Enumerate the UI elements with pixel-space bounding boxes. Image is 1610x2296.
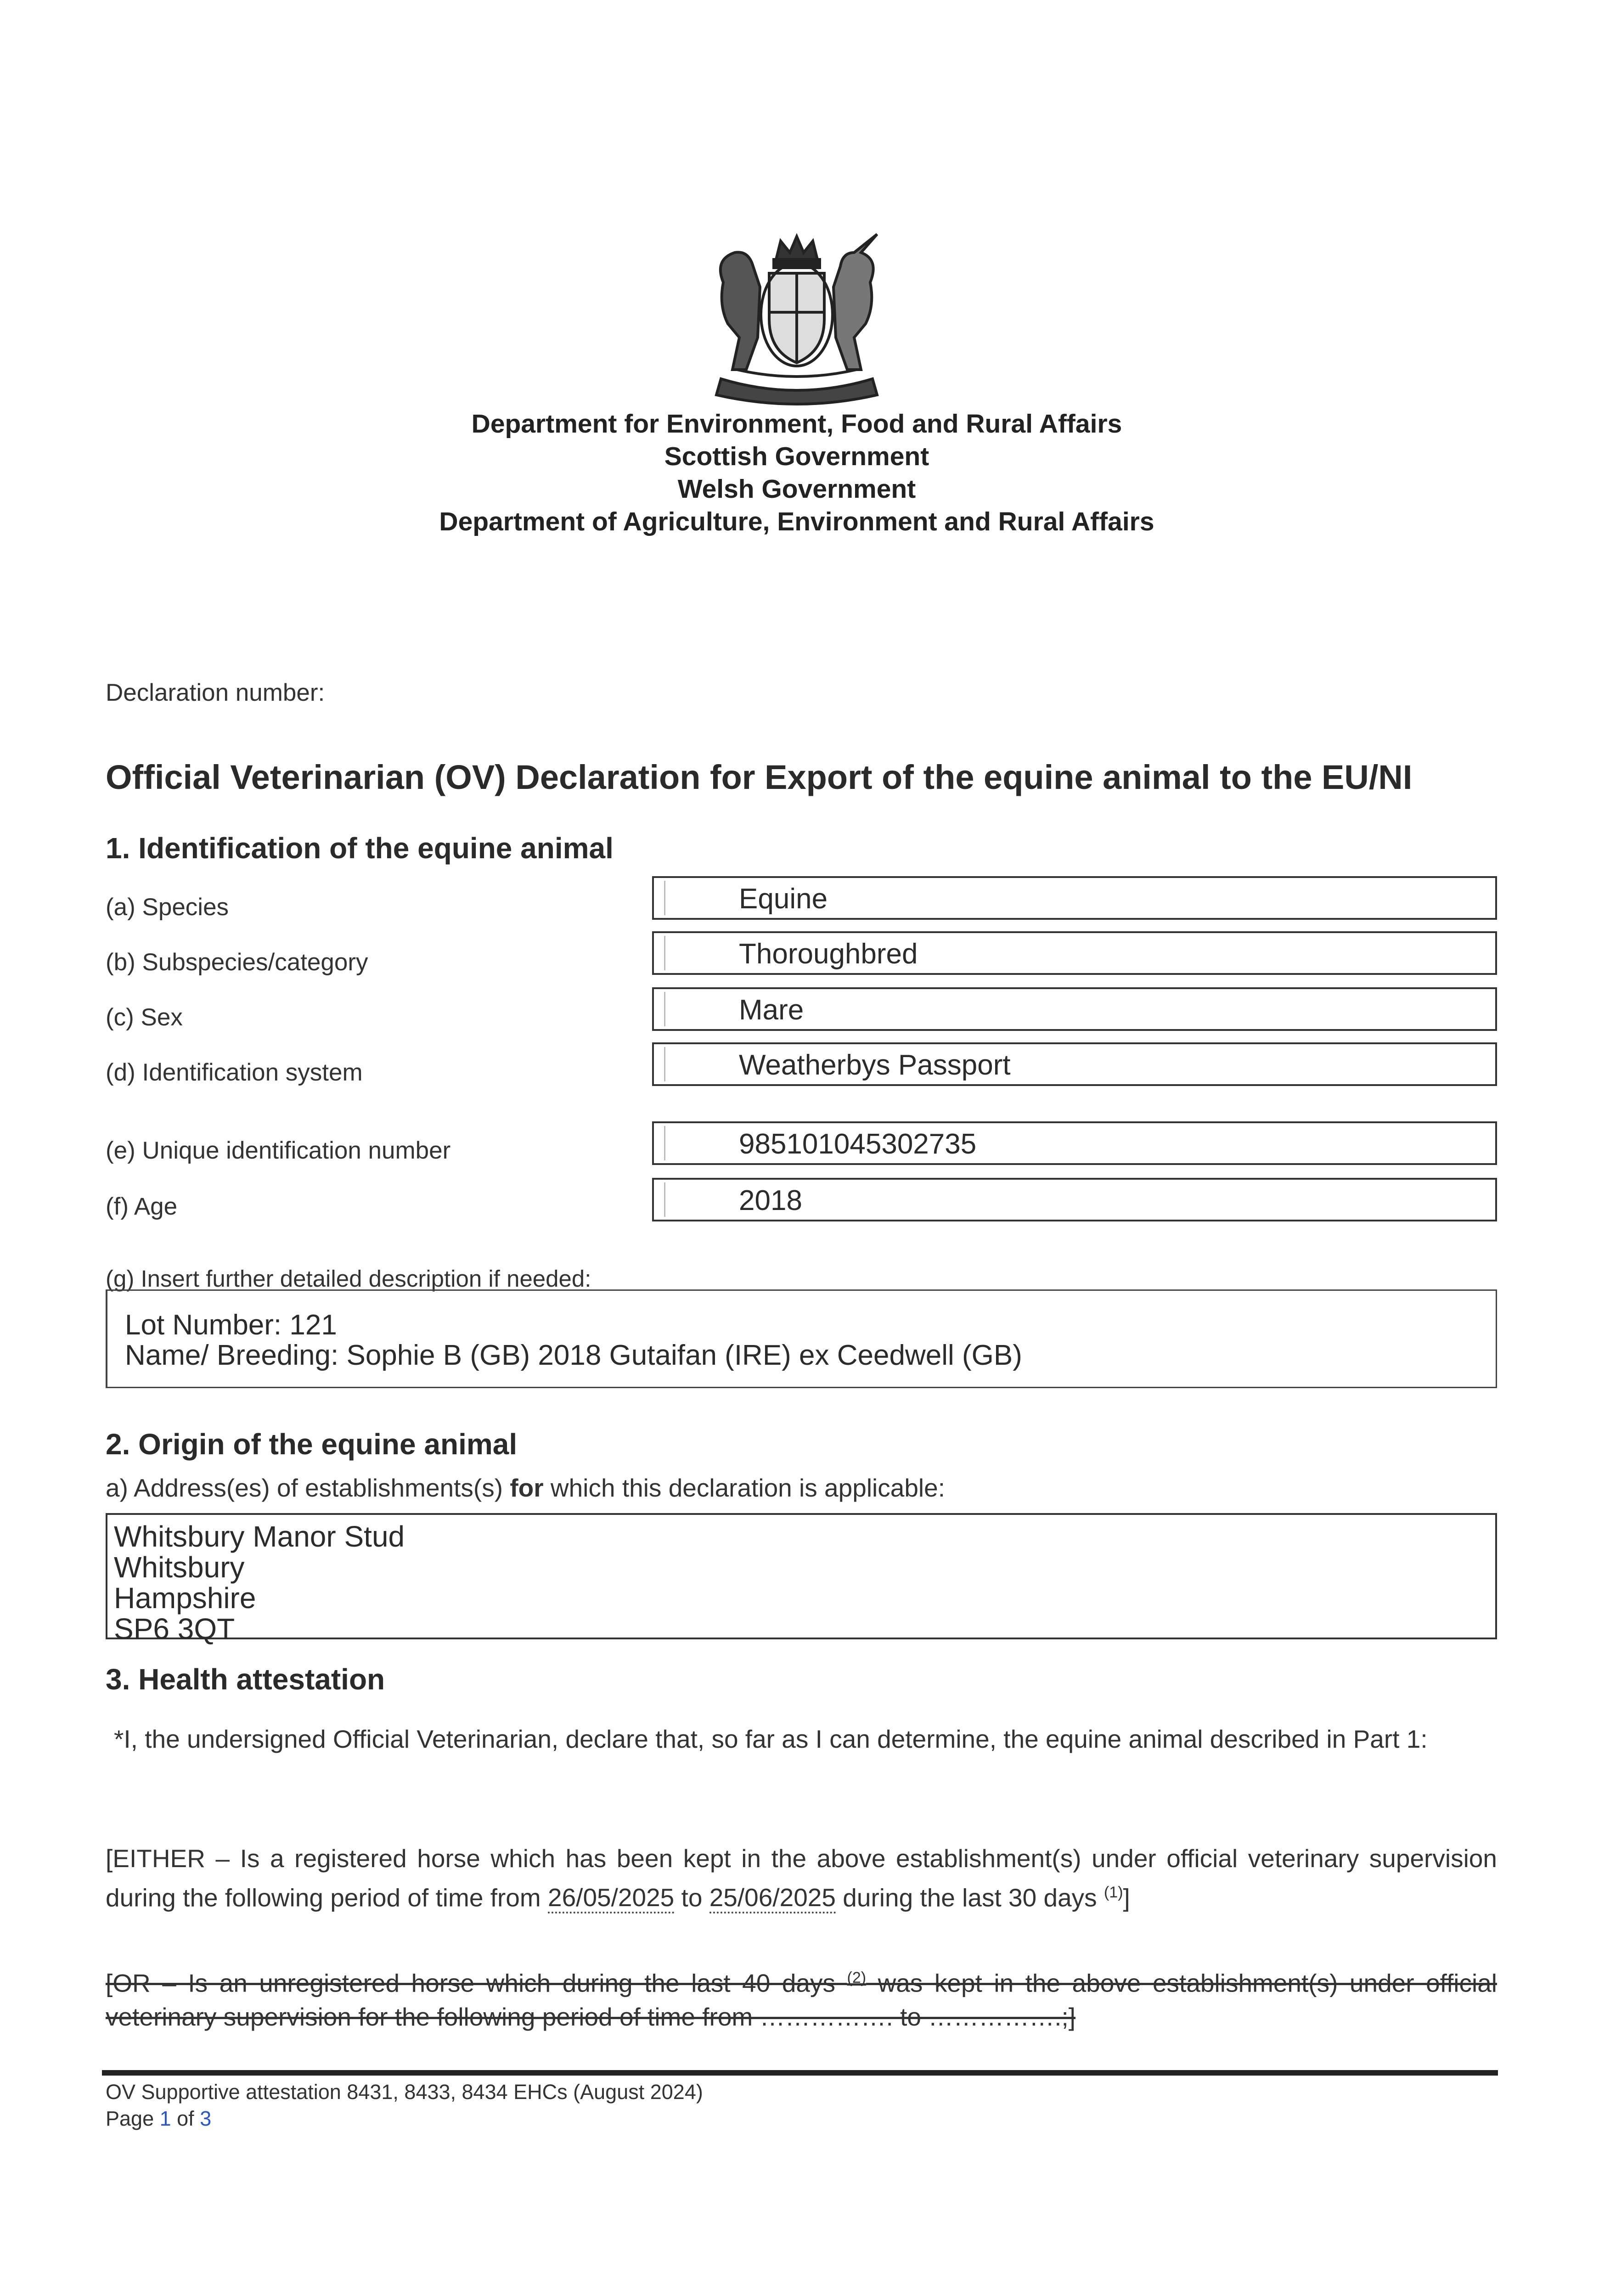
footer-reference: OV Supportive attestation 8431, 8433, 8434 EHCs (August 2024) [106,2080,703,2104]
health-attestation-intro: *I, the undersigned Official Veterinarian, declare that, so far as I can determine, the equine animal described in Part 1: [114,1725,1428,1753]
subspecies-value: Thoroughbred [739,938,918,970]
species-value: Equine [739,883,828,915]
address-line-4: SP6 3QT [114,1612,235,1645]
species-label: (a) Species [106,894,229,921]
address-line-1: Whitsbury Manor Stud [114,1520,405,1553]
field-divider [664,936,665,970]
declaration-number-label: Declaration number: [106,679,325,706]
page-number[interactable]: 1 [159,2107,171,2130]
sex-value: Mare [739,994,804,1026]
footer-divider [102,2070,1498,2076]
address-label-part-1: a) Address(es) of establishments(s) [106,1474,510,1502]
page-word: Page [106,2107,160,2130]
unique-id-label: (e) Unique identification number [106,1137,451,1164]
address-label-bold: for [510,1474,544,1502]
identification-system-label: (d) Identification system [106,1059,363,1086]
or-text-1: [OR – Is an unregistered horse which during the last 40 days [106,1969,847,1998]
either-to: to [674,1883,709,1912]
section-3-heading: 3. Health attestation [106,1663,385,1696]
address-label [106,1473,945,1503]
field-divider [664,881,665,915]
department-defra: Department for Environment, Food and Rural Affairs [471,409,1122,439]
subspecies-label: (b) Subspecies/category [106,949,368,976]
age-label: (f) Age [106,1193,178,1220]
department-welsh-government: Welsh Government [677,474,916,504]
royal-coat-of-arms-crest [696,232,898,406]
or-clause-struck-through [106,1961,1497,2034]
page-title: Official Veterinarian (OV) Declaration for Export of the equine animal to the EU/NI [106,758,1413,796]
sex-label: (c) Sex [106,1004,183,1031]
or-text-2: was kept in the above establishment(s) under official veterinary supervision for the following period of time from ……………. to …………….;] [106,1969,1497,2032]
department-daera: Department of Agriculture, Environment and Rural Affairs [439,507,1154,536]
page-indicator [106,2107,211,2131]
section-2-heading: 2. Origin of the equine animal [106,1428,518,1461]
field-divider [664,992,665,1026]
further-description-box[interactable] [106,1289,1497,1388]
age-field[interactable] [652,1178,1497,1221]
either-text-2: during the last 30 days [835,1883,1104,1912]
address-line-3: Hampshire [114,1581,256,1615]
either-clause [106,1841,1497,1914]
address-label-part-2: which this declaration is applicable: [543,1474,946,1502]
field-divider [664,1047,665,1081]
further-description-label: (g) Insert further detailed description if needed: [106,1266,591,1292]
identification-system-field[interactable] [652,1042,1497,1086]
field-divider [664,1182,665,1217]
of-word: of [171,2107,200,2130]
establishment-address-box[interactable] [106,1513,1497,1645]
date-from[interactable]: 26/05/2025 [548,1883,674,1913]
field-divider [664,1126,665,1160]
unique-id-value: 985101045302735 [739,1128,977,1160]
footnote-2: (2) [847,1969,867,1986]
age-value: 2018 [739,1185,802,1216]
either-text-1: [EITHER – Is a registered horse which has been kept in the above establishment(s) under official veterinary supervision during the following period of time from [106,1844,1497,1912]
either-close: ] [1123,1883,1130,1912]
page-total[interactable]: 3 [200,2107,212,2130]
name-breeding-line: Name/ Breeding: Sophie B (GB) 2018 Gutaifan (IRE) ex Ceedwell (GB) [125,1339,1022,1371]
identification-system-value: Weatherbys Passport [739,1049,1011,1081]
unique-id-field[interactable] [652,1121,1497,1165]
sex-field[interactable] [652,987,1497,1031]
footnote-1: (1) [1103,1884,1123,1901]
address-line-2: Whitsbury [114,1551,245,1584]
species-field[interactable] [652,876,1497,920]
date-to[interactable]: 25/06/2025 [709,1883,836,1913]
lot-number-line: Lot Number: 121 [125,1309,337,1341]
subspecies-field[interactable] [652,931,1497,975]
department-scottish-government: Scottish Government [664,442,929,471]
section-1-heading: 1. Identification of the equine animal [106,832,614,865]
